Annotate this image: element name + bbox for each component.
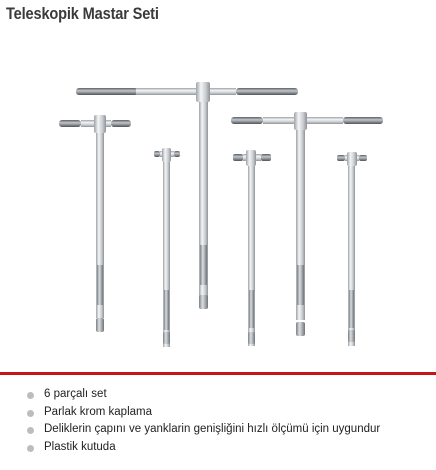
list-item — [24, 421, 380, 439]
telescopic-gauge-1 — [76, 82, 298, 309]
feature-text: Parlak krom kaplama — [44, 405, 153, 418]
telescopic-gauge-4 — [233, 150, 271, 346]
feature-text: Plastik kutuda — [44, 440, 116, 453]
bullet-icon — [27, 410, 34, 417]
bullet-icon — [27, 427, 34, 434]
list-item — [24, 386, 380, 404]
bullet-icon — [27, 445, 34, 452]
product-photo — [56, 60, 396, 360]
telescopic-gauge-2 — [59, 115, 131, 332]
list-item — [24, 439, 380, 457]
feature-list — [24, 386, 380, 456]
accent-divider — [0, 372, 436, 375]
list-item — [24, 404, 380, 422]
feature-text: Deliklerin çapını ve yanklarin genişliğini hızlı ölçümü için uygundur — [44, 423, 381, 435]
page-title: Teleskopik Mastar Seti — [6, 4, 159, 23]
telescopic-gauge-6 — [337, 152, 367, 346]
bullet-icon — [27, 392, 34, 399]
feature-text: 6 parçalı set — [44, 388, 107, 400]
telescopic-gauge-3 — [154, 148, 180, 347]
